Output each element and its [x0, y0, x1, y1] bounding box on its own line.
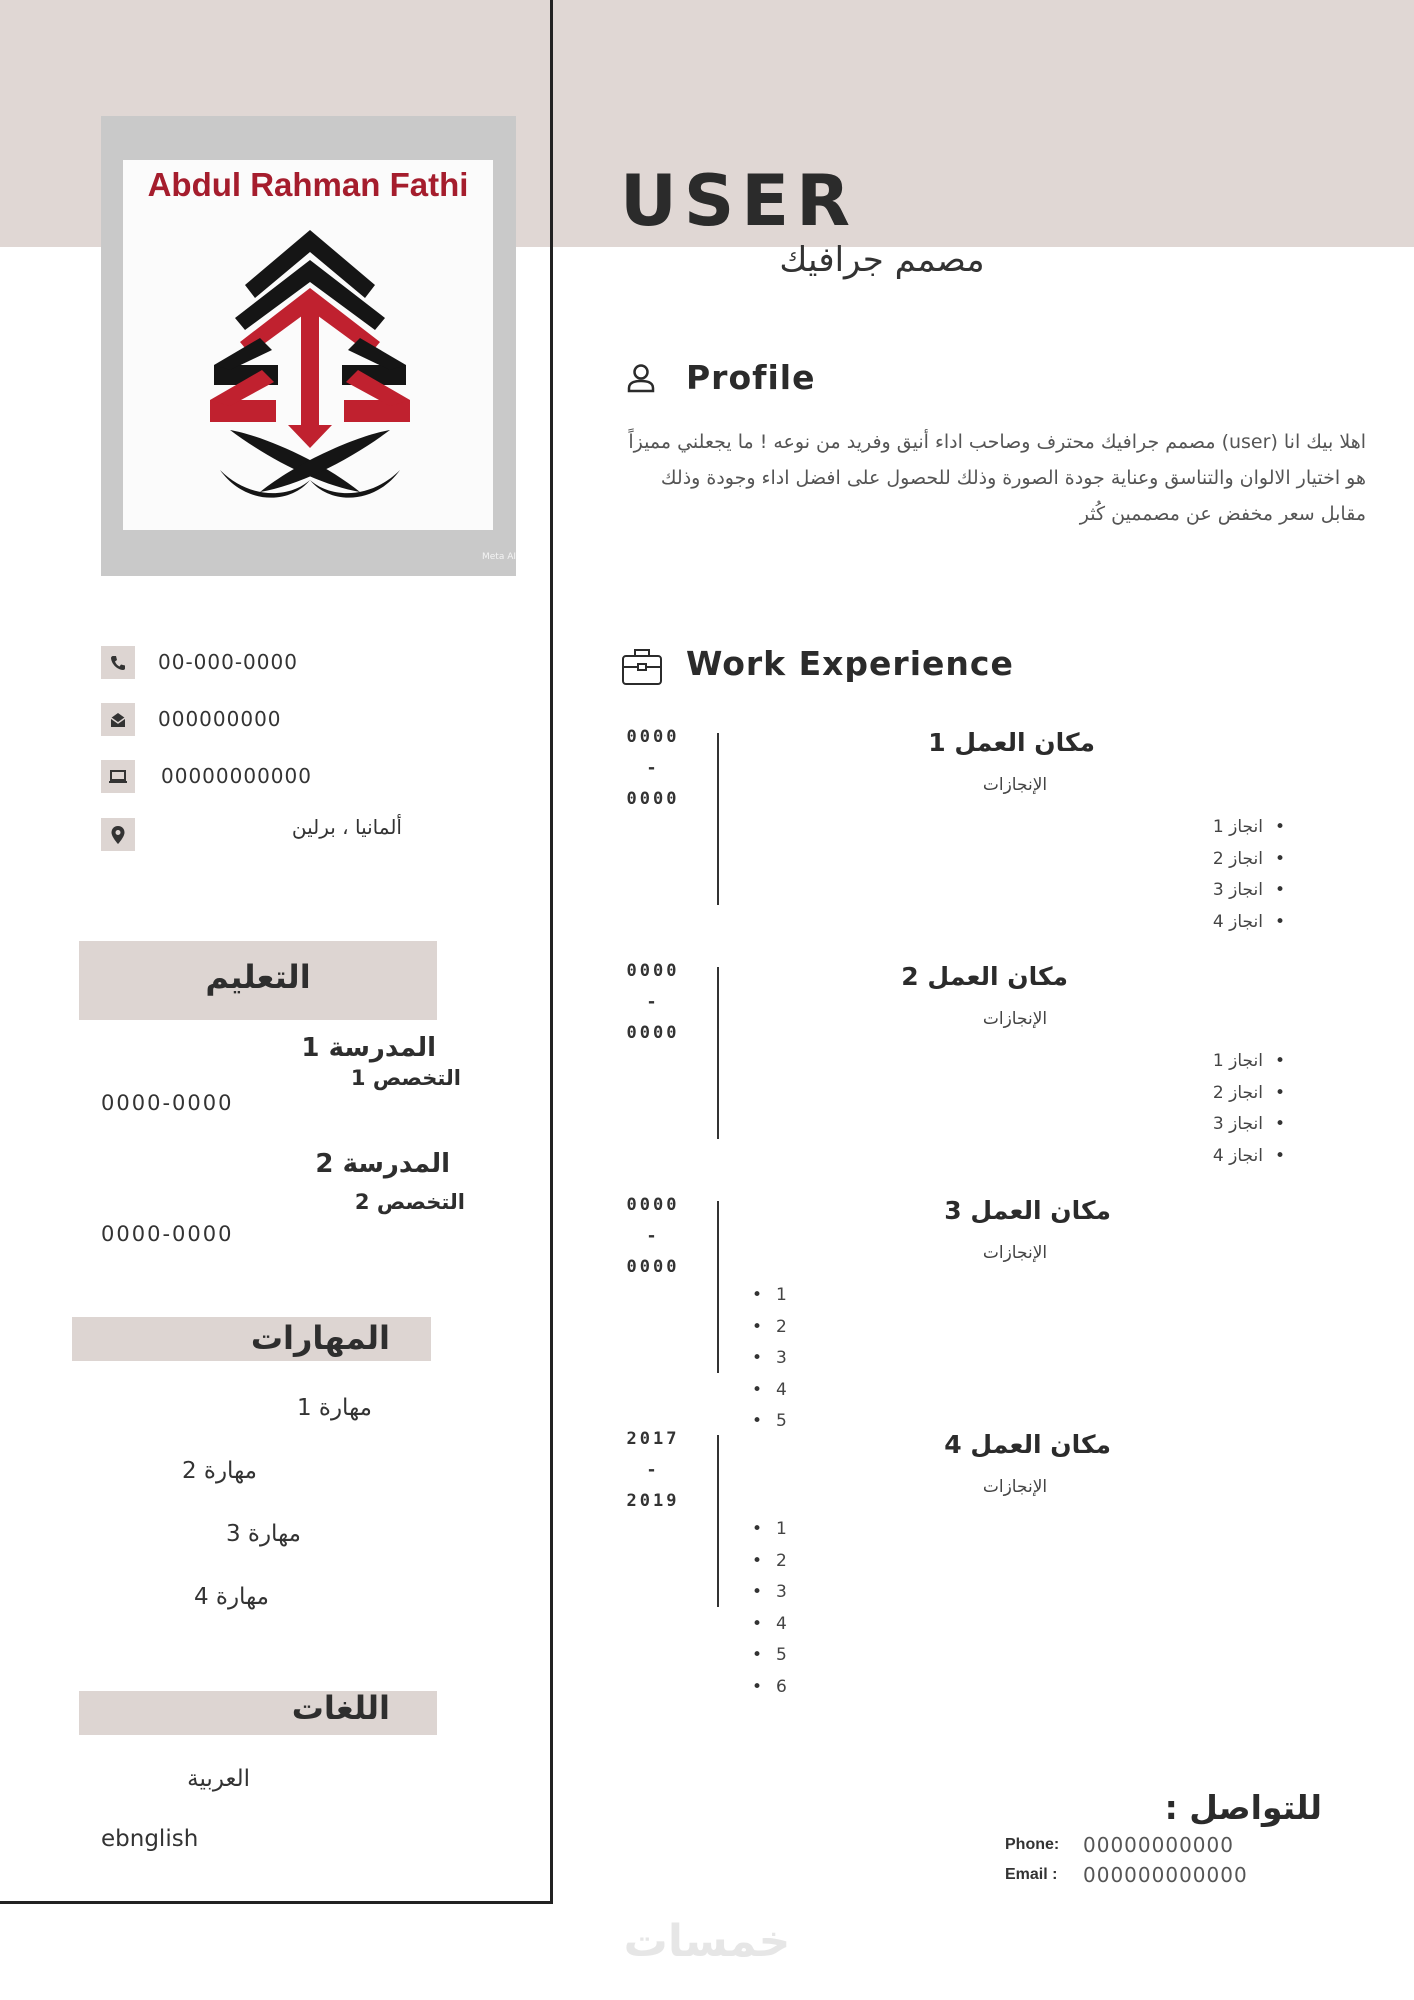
- email-label: Email :: [1005, 1866, 1058, 1883]
- job-period: [613, 1190, 693, 1283]
- job-start: 0000: [626, 1195, 680, 1215]
- achievement-item: • 5: [752, 1406, 787, 1438]
- phone-label: Phone:: [1005, 1836, 1060, 1853]
- laptop-icon: [101, 760, 135, 793]
- mail-address: 000000000: [158, 707, 282, 731]
- job-title: مكان العمل 4: [944, 1430, 1111, 1459]
- achievements-list: [1150, 812, 1285, 938]
- education-title: التعليم: [205, 958, 311, 996]
- achievement-item: • انجاز 1: [1150, 1046, 1285, 1078]
- achievements-list: [752, 1514, 787, 1703]
- job-separator: -: [646, 1226, 660, 1246]
- achievement-item: • 2: [752, 1546, 787, 1578]
- school-major: التخصص 2: [354, 1190, 465, 1214]
- achievement-item: • 4: [752, 1609, 787, 1641]
- job-period: [613, 956, 693, 1049]
- timeline-line: [717, 1435, 719, 1607]
- user-icon: [625, 362, 657, 394]
- job-end: 2019: [626, 1491, 680, 1511]
- achievement-item: • انجاز 3: [1150, 875, 1285, 907]
- website-text: 00000000000: [161, 764, 312, 788]
- school-years: 0000-0000: [101, 1222, 234, 1246]
- job-title: مكان العمل 2: [901, 962, 1068, 991]
- language-item: العربية: [187, 1766, 250, 1792]
- achievements-list: [1150, 1046, 1285, 1172]
- phone-icon: [101, 646, 135, 679]
- contact-heading: للتواصل :: [1164, 1788, 1322, 1827]
- timeline-line: [717, 733, 719, 905]
- site-watermark: خمسات: [623, 1916, 791, 1967]
- work-experience-heading: Work Experience: [686, 644, 1014, 683]
- school-name: المدرسة 2: [315, 1149, 450, 1179]
- location-text: ألمانيا ، برلين: [291, 815, 402, 839]
- job-subtitle: الإنجازات: [982, 1009, 1048, 1029]
- achievement-item: • 4: [752, 1375, 787, 1407]
- skills-title: المهارات: [250, 1319, 390, 1357]
- achievement-item: • انجاز 4: [1150, 907, 1285, 939]
- achievement-item: • 3: [752, 1343, 787, 1375]
- achievement-item: • 1: [752, 1280, 787, 1312]
- job-separator: -: [646, 1460, 660, 1480]
- job-subtitle: الإنجازات: [982, 775, 1048, 795]
- achievement-item: • 6: [752, 1672, 787, 1704]
- profile-heading: Profile: [686, 358, 816, 397]
- briefcase-icon: [620, 645, 664, 689]
- job-end: 0000: [626, 789, 680, 809]
- skill-item: مهارة 3: [225, 1521, 301, 1547]
- job-subtitle: الإنجازات: [982, 1243, 1048, 1263]
- logo-watermark: Meta AI: [482, 552, 517, 562]
- school-name: المدرسة 1: [301, 1033, 436, 1063]
- job-period: [613, 722, 693, 815]
- logo-emblem-icon: [200, 230, 420, 500]
- achievements-list: [752, 1280, 787, 1438]
- achievement-item: • 3: [752, 1577, 787, 1609]
- languages-title: اللغات: [291, 1689, 390, 1727]
- achievement-item: • انجاز 1: [1150, 812, 1285, 844]
- job-title: مصمم جرافيك: [779, 240, 985, 280]
- achievement-item: • 1: [752, 1514, 787, 1546]
- person-name: USER: [620, 160, 857, 242]
- phone-number: 00-000-0000: [158, 650, 298, 674]
- achievement-item: • 5: [752, 1640, 787, 1672]
- skill-item: مهارة 1: [296, 1395, 372, 1421]
- job-period: [613, 1424, 693, 1517]
- achievement-item: • 2: [752, 1312, 787, 1344]
- email-value: 000000000000: [1083, 1863, 1248, 1887]
- skill-item: مهارة 2: [181, 1458, 257, 1484]
- job-separator: -: [646, 758, 660, 778]
- job-end: 0000: [626, 1023, 680, 1043]
- phone-value: 00000000000: [1083, 1833, 1234, 1857]
- achievement-item: • انجاز 4: [1150, 1141, 1285, 1173]
- timeline-line: [717, 967, 719, 1139]
- timeline-line: [717, 1201, 719, 1373]
- logo-title: Abdul Rahman Fathi: [147, 166, 469, 203]
- mail-icon: [101, 703, 135, 736]
- achievement-item: • انجاز 2: [1150, 1078, 1285, 1110]
- achievement-item: • انجاز 2: [1150, 844, 1285, 876]
- achievement-item: • انجاز 3: [1150, 1109, 1285, 1141]
- language-item: ebnglish: [101, 1826, 199, 1852]
- job-start: 0000: [626, 961, 680, 981]
- profile-text: اهلا بيك انا (user) مصمم جرافيك محترف وصاحب اداء أنيق وفريد من نوعه ! ما يجعلني مميزاً هو اختيار الالوان والتناسق وعناية جودة الصورة وذلك للحصول على افضل اداء وجودة وذلك مقابل سعر مخفض عن مصممين كُثر: [628, 431, 1366, 525]
- school-major: التخصص 1: [350, 1066, 461, 1090]
- job-end: 0000: [626, 1257, 680, 1277]
- job-start: 0000: [626, 727, 680, 747]
- job-title: مكان العمل 1: [928, 728, 1095, 757]
- job-title: مكان العمل 3: [944, 1196, 1111, 1225]
- school-years: 0000-0000: [101, 1091, 234, 1115]
- skill-item: مهارة 4: [193, 1584, 269, 1610]
- location-pin-icon: [101, 818, 135, 851]
- job-subtitle: الإنجازات: [982, 1477, 1048, 1497]
- job-separator: -: [646, 992, 660, 1012]
- job-start: 2017: [626, 1429, 680, 1449]
